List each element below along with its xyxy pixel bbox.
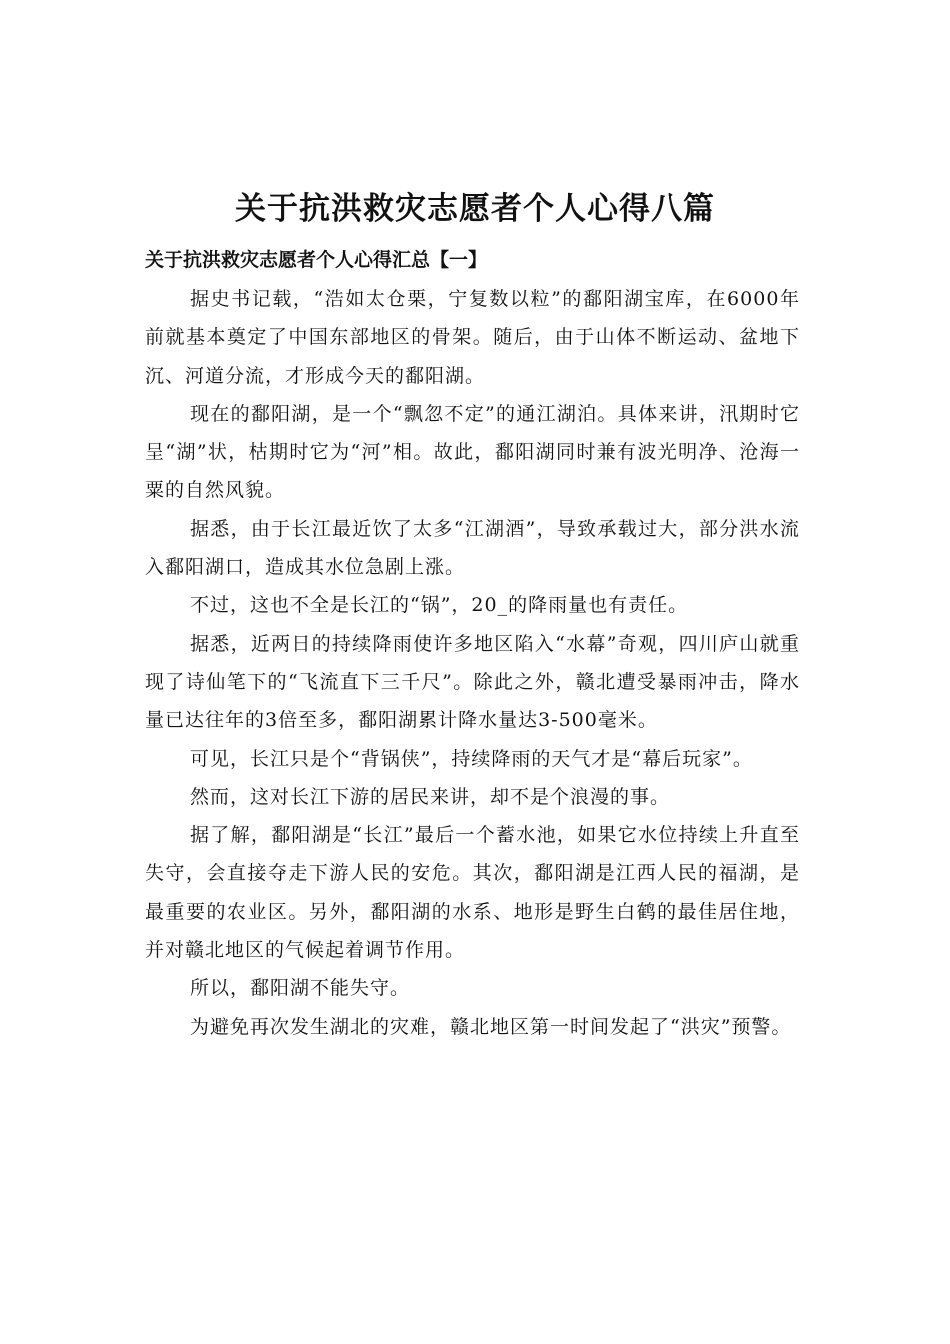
paragraph-8: 据了解，鄱阳湖是“长江”最后一个蓄水池，如果它水位持续上升直至失守，会直接夺走下游人民的安危。其次，鄱阳湖是江西人民的福湖，是最重要的农业区。另外，鄱阳湖的水系、地形是野生白鹤的最佳居住地，并对赣北地区的气候起着调节作用。 bbox=[145, 824, 800, 962]
paragraph-6: 可见，长江只是个“背锅侠”，持续降雨的天气才是“幕后玩家”。 bbox=[190, 747, 753, 770]
paragraph-1: 据史书记载，“浩如太仓栗，宁复数以粒”的鄱阳湖宝库，在6000年前就基本奠定了中国东部地区的骨架。随后，由于山体不断运动、盆地下沉、河道分流，才形成今天的鄱阳湖。 bbox=[145, 288, 800, 387]
document-title: 关于抗洪救灾志愿者个人心得八篇 bbox=[235, 191, 715, 227]
paragraph-9: 所以，鄱阳湖不能失守。 bbox=[190, 977, 411, 1000]
paragraph-5: 据悉，近两日的持续降雨使许多地区陷入“水幕”奇观，四川庐山就重现了诗仙笔下的“飞流直下三千尺”。除此之外，赣北遭受暴雨冲击，降水量已达往年的3倍至多，鄱阳湖累计降水量达3-500毫米。 bbox=[145, 632, 800, 732]
paragraph-2: 现在的鄱阳湖，是一个“飘忽不定”的通江湖泊。具体来讲，汛期时它呈“湖”状，枯期时它为“河”相。故此，鄱阳湖同时兼有波光明净、沧海一粟的自然风貌。 bbox=[145, 402, 800, 502]
body-text bbox=[145, 280, 800, 1046]
paragraph-7: 然而，这对长江下游的居民来讲，却不是个浪漫的事。 bbox=[190, 785, 671, 808]
section-heading: 关于抗洪救灾志愿者个人心得汇总【一】 bbox=[145, 249, 488, 271]
paragraph-10: 为避免再次发生湖北的灾难，赣北地区第一时间发起了“洪灾”预警。 bbox=[190, 1015, 792, 1038]
paragraph-4: 不过，这也不全是长江的“锅”，20_的降雨量也有责任。 bbox=[190, 594, 689, 617]
paragraph-3: 据悉，由于长江最近饮了太多“江湖酒”，导致承载过大，部分洪水流入鄱阳湖口，造成其水位急剧上涨。 bbox=[145, 517, 800, 579]
